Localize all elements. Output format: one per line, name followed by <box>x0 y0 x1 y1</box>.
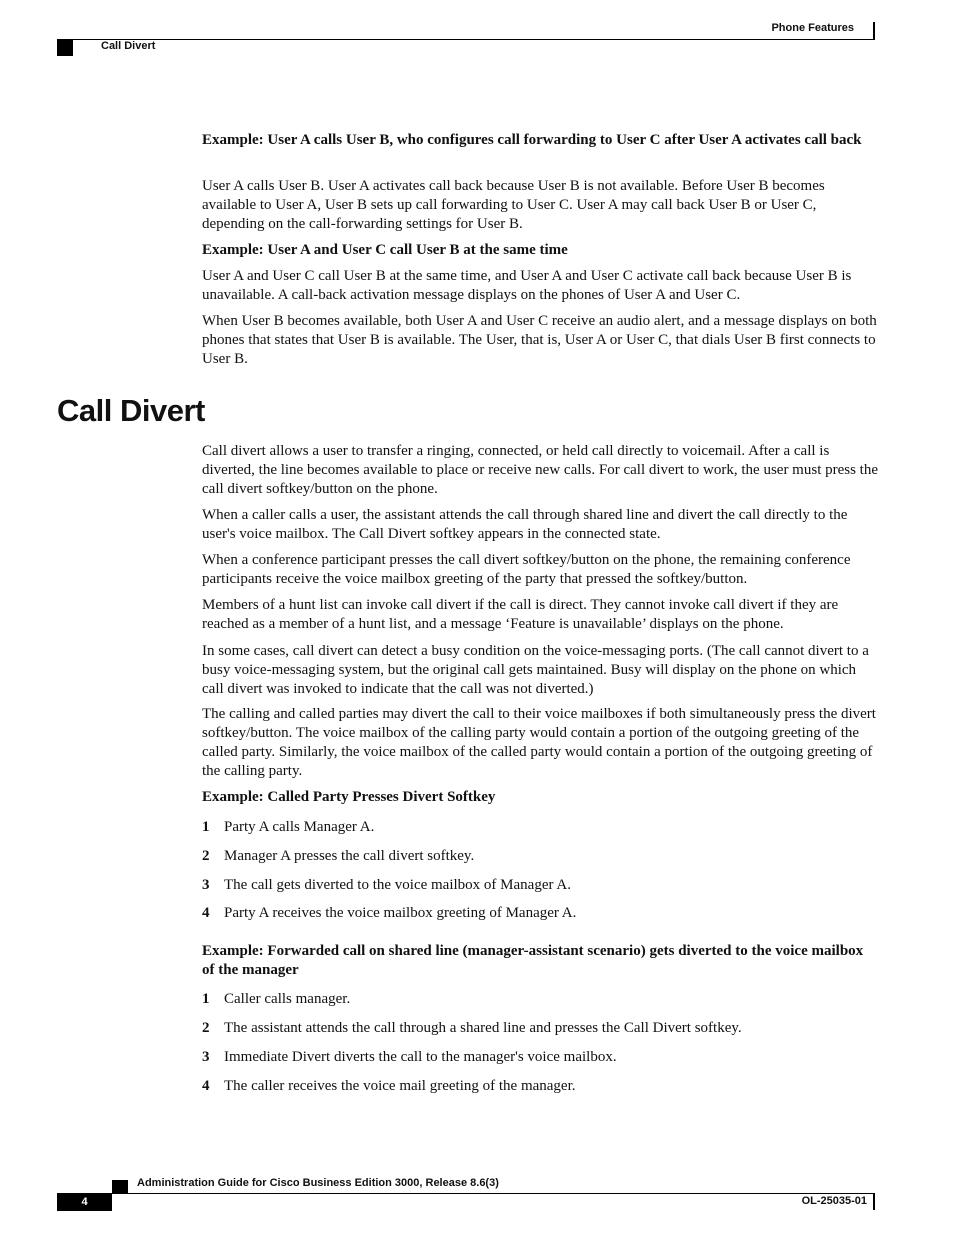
document-number: OL-25035-01 <box>801 1195 867 1207</box>
step-number: 4 <box>202 1078 210 1094</box>
step-number: 2 <box>202 848 210 864</box>
page-number: 4 <box>57 1194 112 1211</box>
paragraph: When a caller calls a user, the assistant attends the call through shared line and divert the call directly to the user's voice mailbox. The Call Divert softkey appears in the connected state. <box>202 507 848 542</box>
header-tick-rule <box>873 22 875 40</box>
paragraph: In some cases, call divert can detect a busy condition on the voice-messaging ports. (The call cannot divert to a busy voice-messaging system, but the original call gets maintained. Busy will display on the phone on which call divert was invoked to indicate that the call was not diverted.) <box>202 643 869 697</box>
divert-example-2-heading: Example: Forwarded call on shared line (manager-assistant scenario) gets diverted to the voice mailbox of the manager <box>202 943 864 978</box>
section-title: Call Divert <box>57 393 205 428</box>
step-text: The call gets diverted to the voice mailbox of Manager A. <box>224 877 571 893</box>
callback-example-2-heading: Example: User A and User C call User B at the same time <box>202 242 568 258</box>
step-number: 1 <box>202 819 210 835</box>
header-rule <box>57 39 875 40</box>
paragraph: The calling and called parties may divert the call to their voice mailboxes if both simultaneously press the divert softkey/button. The voice mailbox of the calling party would contain a portion of the outgoing greeting of the called party. Similarly, the voice mailbox of the called party would contain a portion of the outgoing greeting of the calling party. <box>202 706 876 779</box>
step-number: 2 <box>202 1020 210 1036</box>
footer-marker-block <box>112 1180 128 1194</box>
paragraph: Members of a hunt list can invoke call divert if the call is direct. They cannot invoke call divert if they are reached as a member of a hunt list, and a message ‘Feature is unavailable’ displays on the phone. <box>202 597 839 632</box>
step-number: 1 <box>202 991 210 1007</box>
step-text: The assistant attends the call through a shared line and presses the Call Divert softkey. <box>224 1020 742 1036</box>
step-text: Party A calls Manager A. <box>224 819 375 835</box>
divert-example-1-heading: Example: Called Party Presses Divert Softkey <box>202 789 496 805</box>
paragraph: Call divert allows a user to transfer a ringing, connected, or held call directly to voicemail. After a call is diverted, the line becomes available to place or receive new calls. For call divert to work, the user must press the call divert softkey/button on the phone. <box>202 443 879 497</box>
callback-example-2-body-1: User A and User C call User B at the same time, and User A and User C activate call back because User B is unavailable. A call-back activation message displays on the phones of User A and User C. <box>202 268 852 303</box>
step-text: Immediate Divert diverts the call to the manager's voice mailbox. <box>224 1049 617 1065</box>
step-number: 4 <box>202 905 210 921</box>
step-text: The caller receives the voice mail greeting of the manager. <box>224 1078 576 1094</box>
running-header-chapter: Call Divert <box>101 40 156 52</box>
step-number: 3 <box>202 877 210 893</box>
running-header-section: Phone Features <box>771 22 854 34</box>
callback-example-1-body: User A calls User B. User A activates call back because User B is not available. Before User B becomes available to User A, User B sets up call forwarding to User C. User A may call back User B or User C, depending on the call-forwarding settings for User B. <box>202 178 825 232</box>
footer-tick-rule <box>873 1194 875 1210</box>
step-text: Caller calls manager. <box>224 991 351 1007</box>
step-text: Manager A presses the call divert softkey. <box>224 848 475 864</box>
step-text: Party A receives the voice mailbox greeting of Manager A. <box>224 905 577 921</box>
footer-rule <box>57 1193 875 1194</box>
callback-example-1-heading: Example: User A calls User B, who configures call forwarding to User C after User A activates call back <box>202 132 862 148</box>
callback-example-2-body-2: When User B becomes available, both User A and User C receive an audio alert, and a message displays on both phones that states that User B is available. The User, that is, User A or User C, that dials User B first connects to User B. <box>202 313 877 367</box>
paragraph: When a conference participant presses the call divert softkey/button on the phone, the remaining conference participants receive the voice mailbox greeting of the party that pressed the softkey/button. <box>202 552 851 587</box>
step-number: 3 <box>202 1049 210 1065</box>
footer-guide-title: Administration Guide for Cisco Business Edition 3000, Release 8.6(3) <box>137 1177 499 1189</box>
header-marker-block <box>57 40 73 56</box>
